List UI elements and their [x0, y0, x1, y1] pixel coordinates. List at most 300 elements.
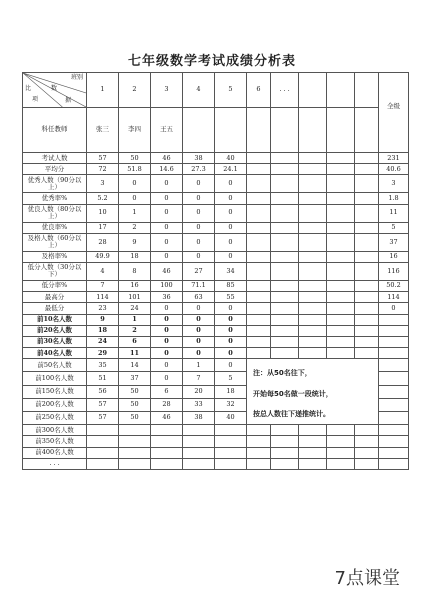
table-row [23, 204, 409, 222]
value-cell: 0 [151, 372, 183, 385]
value-cell: 0 [183, 204, 215, 222]
note-cell [247, 359, 379, 425]
value-cell [215, 425, 247, 436]
total-cell [379, 372, 409, 385]
blank-cell [247, 164, 271, 175]
blank-cell [271, 233, 299, 251]
total-cell: 11 [379, 204, 409, 222]
value-cell: 36 [151, 292, 183, 303]
blank-cell [247, 425, 271, 436]
value-cell: 0 [215, 348, 247, 359]
value-cell: 18 [119, 251, 151, 262]
table-row [23, 222, 409, 233]
teacher-cell: 王五 [151, 108, 183, 153]
diag-left2-label: 项 [32, 96, 39, 103]
blank-cell [327, 458, 355, 469]
total-cell: 5 [379, 222, 409, 233]
value-cell: 0 [215, 359, 247, 372]
row-label: 科任教师 [23, 108, 87, 153]
value-cell: 0 [151, 222, 183, 233]
value-cell: 0 [183, 222, 215, 233]
value-cell [151, 425, 183, 436]
value-cell: 27 [183, 262, 215, 280]
blank-cell [299, 164, 327, 175]
blank-cell [247, 193, 271, 204]
blank-cell [247, 233, 271, 251]
blank-cell [247, 325, 271, 336]
empty-header [327, 73, 355, 108]
value-cell [87, 447, 119, 458]
value-cell: 2 [119, 222, 151, 233]
total-cell [379, 325, 409, 336]
value-cell: 51 [87, 372, 119, 385]
table-row [23, 153, 409, 164]
blank-cell [247, 262, 271, 280]
value-cell: 114 [87, 292, 119, 303]
value-cell: 27.3 [183, 164, 215, 175]
blank-cell [299, 204, 327, 222]
diagonal-header-cell [23, 73, 87, 108]
value-cell: 46 [151, 262, 183, 280]
table-row [23, 325, 409, 336]
value-cell: 0 [119, 175, 151, 193]
diag-bottom-label: 据 [65, 97, 72, 104]
class-header: . . . [271, 73, 299, 108]
blank-cell [327, 280, 355, 291]
value-cell: 0 [215, 175, 247, 193]
empty-header [299, 73, 327, 108]
blank-cell [327, 314, 355, 325]
blank-cell [271, 153, 299, 164]
value-cell: 0 [151, 251, 183, 262]
blank-cell [271, 458, 299, 469]
row-label: 前150名人数 [23, 385, 87, 398]
value-cell: 0 [151, 303, 183, 314]
value-cell: 38 [183, 153, 215, 164]
class-header: 3 [151, 73, 183, 108]
total-cell [379, 436, 409, 447]
blank-cell [247, 153, 271, 164]
value-cell [183, 425, 215, 436]
total-cell: 0 [379, 303, 409, 314]
row-label: . . . [23, 458, 87, 469]
blank-cell [299, 336, 327, 347]
value-cell [119, 458, 151, 469]
blank-cell [327, 251, 355, 262]
table-row [23, 458, 409, 469]
value-cell: 40 [215, 153, 247, 164]
note-line: 开始每50名做一段统计， [253, 389, 333, 398]
blank-cell [355, 204, 379, 222]
blank-cell [299, 292, 327, 303]
value-cell: 40 [215, 411, 247, 424]
table-row [23, 175, 409, 193]
watermark-logo: 7点课堂 [334, 568, 400, 589]
blank-cell [355, 292, 379, 303]
value-cell: 0 [183, 336, 215, 347]
value-cell: 55 [215, 292, 247, 303]
value-cell [151, 447, 183, 458]
value-cell: 72 [87, 164, 119, 175]
teacher-cell: 李四 [119, 108, 151, 153]
blank-cell [271, 336, 299, 347]
value-cell: 29 [87, 348, 119, 359]
row-label: 考试人数 [23, 153, 87, 164]
blank-cell [247, 348, 271, 359]
table-row [23, 233, 409, 251]
value-cell: 24.1 [215, 164, 247, 175]
table-row [23, 280, 409, 291]
blank-cell [327, 153, 355, 164]
header-row [23, 73, 409, 108]
class-header: 6 [247, 73, 271, 108]
value-cell [215, 447, 247, 458]
blank-cell [247, 251, 271, 262]
value-cell: 57 [87, 153, 119, 164]
total-cell [379, 348, 409, 359]
row-label: 前200名人数 [23, 398, 87, 411]
value-cell: 0 [151, 336, 183, 347]
value-cell: 100 [151, 280, 183, 291]
value-cell: 0 [215, 336, 247, 347]
blank-cell [355, 193, 379, 204]
value-cell: 5.2 [87, 193, 119, 204]
value-cell: 50 [119, 385, 151, 398]
value-cell: 71.1 [183, 280, 215, 291]
total-cell [379, 398, 409, 411]
diag-mid-label: 数 [51, 85, 58, 92]
value-cell: 5 [215, 372, 247, 385]
value-cell: 11 [119, 348, 151, 359]
blank-cell [247, 303, 271, 314]
row-label: 低分率% [23, 280, 87, 291]
table-row [23, 336, 409, 347]
blank-cell [299, 193, 327, 204]
row-label: 前40名人数 [23, 348, 87, 359]
teacher-cell [355, 108, 379, 153]
blank-cell [355, 458, 379, 469]
value-cell: 24 [119, 303, 151, 314]
row-label: 优秀人数（90分以上） [23, 175, 87, 193]
blank-cell [247, 336, 271, 347]
value-cell: 34 [215, 262, 247, 280]
blank-cell [299, 233, 327, 251]
value-cell: 0 [183, 325, 215, 336]
blank-cell [271, 292, 299, 303]
total-cell: 231 [379, 153, 409, 164]
blank-cell [247, 314, 271, 325]
value-cell: 63 [183, 292, 215, 303]
blank-cell [327, 204, 355, 222]
value-cell: 0 [215, 193, 247, 204]
value-cell [87, 458, 119, 469]
row-label: 平均分 [23, 164, 87, 175]
row-label: 前20名人数 [23, 325, 87, 336]
blank-cell [299, 447, 327, 458]
value-cell: 0 [151, 193, 183, 204]
blank-cell [247, 447, 271, 458]
total-header: 全级 [379, 73, 409, 153]
blank-cell [355, 303, 379, 314]
blank-cell [327, 425, 355, 436]
row-label: 前400名人数 [23, 447, 87, 458]
class-header: 1 [87, 73, 119, 108]
row-label: 优良人数（80分以上） [23, 204, 87, 222]
blank-cell [355, 325, 379, 336]
teacher-cell [247, 108, 271, 153]
value-cell: 7 [87, 280, 119, 291]
value-cell: 0 [215, 303, 247, 314]
table-row [23, 314, 409, 325]
blank-cell [327, 303, 355, 314]
value-cell: 50 [119, 411, 151, 424]
table-row [23, 447, 409, 458]
blank-cell [299, 348, 327, 359]
total-cell [379, 359, 409, 372]
value-cell: 1 [183, 359, 215, 372]
blank-cell [271, 164, 299, 175]
blank-cell [327, 193, 355, 204]
value-cell: 0 [183, 348, 215, 359]
blank-cell [247, 292, 271, 303]
blank-cell [355, 222, 379, 233]
value-cell: 49.9 [87, 251, 119, 262]
value-cell: 0 [215, 233, 247, 251]
blank-cell [299, 458, 327, 469]
blank-cell [355, 436, 379, 447]
teacher-cell [183, 108, 215, 153]
blank-cell [327, 447, 355, 458]
value-cell [119, 447, 151, 458]
blank-cell [355, 233, 379, 251]
blank-cell [327, 292, 355, 303]
value-cell: 0 [151, 204, 183, 222]
value-cell: 50 [119, 398, 151, 411]
table-row [23, 251, 409, 262]
value-cell [119, 436, 151, 447]
total-cell [379, 411, 409, 424]
value-cell: 0 [183, 303, 215, 314]
blank-cell [271, 303, 299, 314]
value-cell [215, 458, 247, 469]
value-cell: 101 [119, 292, 151, 303]
value-cell: 6 [119, 336, 151, 347]
teacher-row [23, 108, 409, 153]
blank-cell [247, 204, 271, 222]
blank-cell [299, 262, 327, 280]
value-cell: 56 [87, 385, 119, 398]
value-cell: 18 [87, 325, 119, 336]
diag-top-label: 班别 [70, 74, 83, 81]
value-cell: 0 [183, 193, 215, 204]
blank-cell [299, 251, 327, 262]
note-line: 注：从50名往下， [253, 369, 312, 378]
value-cell: 0 [215, 204, 247, 222]
blank-cell [271, 447, 299, 458]
value-cell: 28 [87, 233, 119, 251]
blank-cell [327, 164, 355, 175]
total-cell: 16 [379, 251, 409, 262]
score-analysis-table [22, 72, 409, 470]
value-cell [151, 436, 183, 447]
row-label: 优秀率% [23, 193, 87, 204]
total-cell [379, 385, 409, 398]
blank-cell [327, 175, 355, 193]
blank-cell [355, 164, 379, 175]
row-label: 低分人数（30分以下） [23, 262, 87, 280]
blank-cell [355, 153, 379, 164]
total-cell [379, 425, 409, 436]
total-cell [379, 314, 409, 325]
blank-cell [355, 280, 379, 291]
total-cell: 3 [379, 175, 409, 193]
blank-cell [299, 303, 327, 314]
blank-cell [271, 175, 299, 193]
blank-cell [247, 222, 271, 233]
blank-cell [327, 233, 355, 251]
value-cell: 9 [87, 314, 119, 325]
value-cell: 20 [183, 385, 215, 398]
value-cell: 0 [215, 325, 247, 336]
row-label: 前30名人数 [23, 336, 87, 347]
blank-cell [299, 175, 327, 193]
blank-cell [271, 222, 299, 233]
value-cell [215, 436, 247, 447]
blank-cell [247, 436, 271, 447]
value-cell: 50 [119, 153, 151, 164]
row-label: 及格人数（60分以上） [23, 233, 87, 251]
row-label: 及格率% [23, 251, 87, 262]
value-cell: 0 [215, 222, 247, 233]
value-cell: 28 [151, 398, 183, 411]
blank-cell [327, 336, 355, 347]
value-cell: 0 [215, 251, 247, 262]
blank-cell [299, 425, 327, 436]
row-label: 前100名人数 [23, 372, 87, 385]
value-cell [87, 425, 119, 436]
value-cell: 0 [119, 193, 151, 204]
value-cell: 35 [87, 359, 119, 372]
value-cell: 85 [215, 280, 247, 291]
blank-cell [247, 280, 271, 291]
value-cell: 0 [151, 359, 183, 372]
teacher-cell [327, 108, 355, 153]
row-label: 前250名人数 [23, 411, 87, 424]
table-row [23, 164, 409, 175]
value-cell: 4 [87, 262, 119, 280]
value-cell: 0 [151, 175, 183, 193]
value-cell: 57 [87, 398, 119, 411]
total-cell [379, 447, 409, 458]
value-cell: 9 [119, 233, 151, 251]
class-header: 4 [183, 73, 215, 108]
value-cell: 7 [183, 372, 215, 385]
blank-cell [355, 336, 379, 347]
row-label: 前10名人数 [23, 314, 87, 325]
blank-cell [355, 447, 379, 458]
value-cell: 6 [151, 385, 183, 398]
teacher-cell [299, 108, 327, 153]
value-cell: 0 [151, 314, 183, 325]
blank-cell [299, 325, 327, 336]
blank-cell [271, 193, 299, 204]
blank-cell [355, 175, 379, 193]
value-cell: 0 [183, 233, 215, 251]
value-cell: 0 [151, 233, 183, 251]
blank-cell [327, 325, 355, 336]
blank-cell [299, 222, 327, 233]
value-cell [183, 458, 215, 469]
value-cell [151, 458, 183, 469]
value-cell: 0 [151, 325, 183, 336]
value-cell: 23 [87, 303, 119, 314]
total-cell [379, 336, 409, 347]
value-cell: 14 [119, 359, 151, 372]
blank-cell [271, 280, 299, 291]
row-label: 优良率% [23, 222, 87, 233]
value-cell: 32 [215, 398, 247, 411]
table-row [23, 193, 409, 204]
blank-cell [271, 436, 299, 447]
teacher-cell: 张三 [87, 108, 119, 153]
row-label: 前350名人数 [23, 436, 87, 447]
diag-left1-label: 比 [25, 85, 32, 92]
blank-cell [299, 314, 327, 325]
row-label: 最低分 [23, 303, 87, 314]
blank-cell [327, 262, 355, 280]
value-cell [119, 425, 151, 436]
total-cell: 40.6 [379, 164, 409, 175]
total-cell: 114 [379, 292, 409, 303]
value-cell [87, 436, 119, 447]
table-row [23, 359, 409, 372]
total-cell: 1.8 [379, 193, 409, 204]
blank-cell [327, 436, 355, 447]
value-cell: 46 [151, 411, 183, 424]
blank-cell [327, 222, 355, 233]
total-cell: 37 [379, 233, 409, 251]
class-header: 2 [119, 73, 151, 108]
teacher-cell [271, 108, 299, 153]
value-cell: 0 [183, 314, 215, 325]
value-cell: 18 [215, 385, 247, 398]
value-cell: 2 [119, 325, 151, 336]
blank-cell [271, 325, 299, 336]
row-label: 前50名人数 [23, 359, 87, 372]
row-label: 前300名人数 [23, 425, 87, 436]
value-cell: 10 [87, 204, 119, 222]
value-cell: 0 [151, 348, 183, 359]
value-cell: 33 [183, 398, 215, 411]
total-cell: 50.2 [379, 280, 409, 291]
table-row [23, 262, 409, 280]
blank-cell [355, 262, 379, 280]
value-cell: 51.8 [119, 164, 151, 175]
total-cell [379, 458, 409, 469]
table-row [23, 303, 409, 314]
value-cell: 1 [119, 314, 151, 325]
blank-cell [355, 425, 379, 436]
teacher-cell [215, 108, 247, 153]
empty-header [355, 73, 379, 108]
blank-cell [247, 175, 271, 193]
table-row [23, 292, 409, 303]
blank-cell [247, 458, 271, 469]
value-cell: 37 [119, 372, 151, 385]
blank-cell [299, 153, 327, 164]
value-cell: 16 [119, 280, 151, 291]
value-cell: 17 [87, 222, 119, 233]
